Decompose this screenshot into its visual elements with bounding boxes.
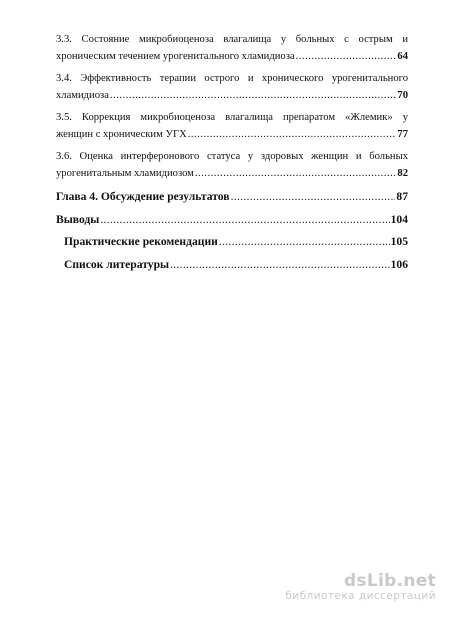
watermark-logo: dsLib.net <box>343 571 436 591</box>
toc-entry-title-line2: женщин с хроническим УГХ <box>56 128 187 140</box>
table-of-contents <box>56 32 408 278</box>
toc-entry-title-line2-row <box>56 88 408 105</box>
toc-entry-references[interactable] <box>56 256 408 273</box>
toc-page-number: 77 <box>397 128 408 140</box>
dot-leader <box>231 188 396 205</box>
toc-page-number: 82 <box>397 167 408 179</box>
dot-leader <box>296 49 397 66</box>
watermark-tagline: библиотека диссертаций <box>285 590 436 602</box>
toc-entry-3-6[interactable] <box>56 149 408 182</box>
toc-entry-title-line2-row <box>56 127 408 144</box>
toc-page-number: 64 <box>397 50 408 62</box>
toc-entry-title: Глава 4. Обсуждение результатов <box>56 190 230 203</box>
toc-entry-3-5[interactable] <box>56 110 408 143</box>
toc-entry-title-line2: урогенитальным хламидиозом <box>56 167 194 179</box>
dot-leader <box>195 166 397 183</box>
toc-entry-title-line2: хроническим течением урогенитального хламидиоза <box>56 50 295 62</box>
dot-leader <box>170 256 390 273</box>
toc-page-number: 104 <box>390 212 408 226</box>
toc-entry-title-line2: хламидиоза <box>56 89 109 101</box>
toc-entry-title: Список литературы <box>64 257 170 271</box>
toc-entry-3-4[interactable] <box>56 71 408 104</box>
toc-entry-title-line1: 3.5. Коррекция микробиоценоза влагалища препаратом «Жлемик» у <box>56 112 408 123</box>
toc-entry-title-line1: 3.6. Оценка интерферонового статуса у здоровых женщин и больных <box>56 151 408 162</box>
dot-leader <box>219 233 390 250</box>
toc-entry-recommendations[interactable] <box>56 233 408 250</box>
toc-entry-title-line1: 3.3. Состояние микробиоценоза влагалища у больных с острым и <box>56 34 408 45</box>
dot-leader <box>188 127 397 144</box>
toc-entry-3-3[interactable] <box>56 32 408 65</box>
toc-page-number: 105 <box>390 235 408 248</box>
toc-entry-title-line1: 3.4. Эффективность терапии острого и хронического урогенитального <box>56 73 408 84</box>
toc-page-number: 87 <box>396 190 408 203</box>
dot-leader <box>110 88 397 105</box>
toc-entry-chapter-4[interactable] <box>56 188 408 205</box>
toc-entry-title-line2-row <box>56 166 408 183</box>
toc-entry-title: Практические рекомендации <box>64 235 218 248</box>
dot-leader <box>100 211 389 228</box>
toc-entry-conclusions[interactable] <box>56 211 408 228</box>
toc-page-number: 106 <box>390 257 408 271</box>
toc-page-number: 70 <box>397 89 408 101</box>
toc-entry-title-line2-row <box>56 49 408 66</box>
watermark <box>285 572 436 603</box>
toc-entry-title: Выводы <box>56 212 100 226</box>
